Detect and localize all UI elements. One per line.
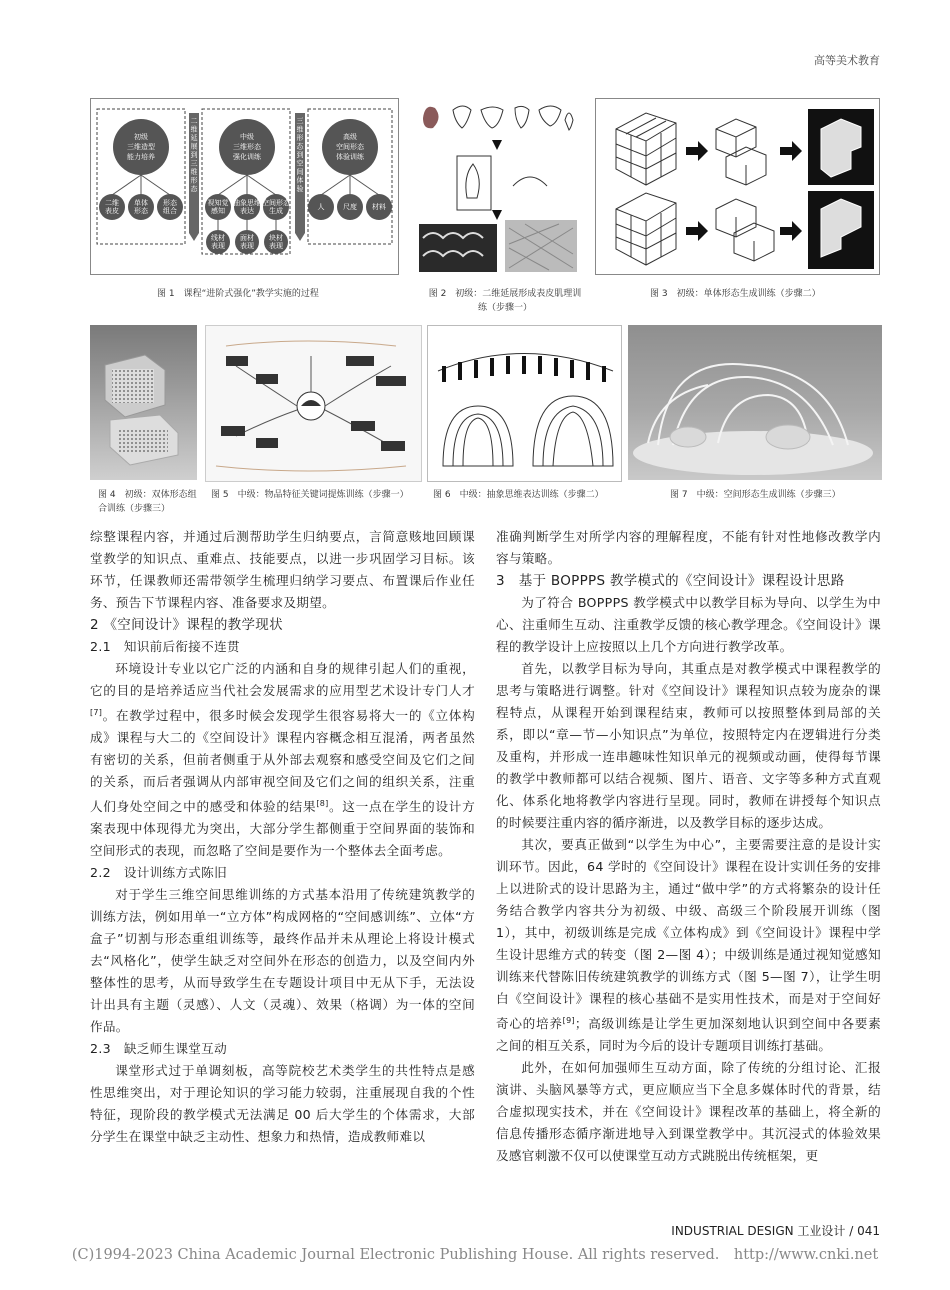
right-paragraph-1: 为了符合 BOPPPS 教学模式中以教学目标为导向、以学生为中心、注重师生互动、注重教学反馈的核心教学理念。《空间设计》课程的教学设计上应按照以上几个方向进行教学改革。 [496,595,881,654]
left-paragraph-2: 对于学生三维空间思维训练的方式基本沿用了传统建筑教学的训练方法，例如用单一“立方体”构成网格的“空间感训练”、立体“方盒子”切割与形态重组训练等，最终作品并未从理论上将设计模式去“风格化”，使学生缺乏对空间外在形态的创造力，以及空间内外整体性的思考，从而导致学生在专题设计项目中无从下手，无法设计出具有主题（灵感）、人文（灵魂）、效果（格调）为一体的空间作品。 [90,887,475,1035]
fig1-s2-sub-3-label: 块材表现 [269,234,283,250]
fig3-caption: 图 3 初级：单体形态生成训练（步骤二） [650,289,821,299]
figure-1 [90,98,399,275]
fig5-caption: 图 5 中级：物品特征关键词提炼训练（步骤一） [211,490,409,500]
left-paragraph-0: 综整课程内容，并通过后测帮助学生归纳要点，言简意赅地回顾课堂教学的知识点、重难点、技能要点，以进一步巩固学习目标。该环节，任课教师还需带领学生梳理归纳学习要点、布置课后作业任务、预告下节课程内容、准备要求及期望。 [90,529,475,610]
figure-6-drawing [427,325,622,482]
ref-9: [9] [562,1016,575,1025]
section-2-1-heading: 2.1 知识前后衔接不连贯 [90,639,240,654]
fig1-s3-node-2-label: 尺度 [343,203,357,211]
fig3-cubes [596,99,879,274]
section-3-heading: 3 基于 BOPPPS 教学模式的《空间设计》课程设计思路 [496,573,845,589]
fig1-s1-node-1-label: 二维表皮 [105,199,119,215]
fig1-s2-node-3-label: 空间形态生成 [262,199,290,215]
fig1-s2-node-2-label: 抽象思维表达 [233,199,261,215]
fig6-caption: 图 6 中级：抽象思维表达训练（步骤二） [433,490,604,500]
ref-7: [7] [90,708,103,717]
ref-8: [8] [316,799,329,809]
figure-5-mindmap [205,325,422,482]
section-2-2-heading: 2.2 设计训练方式陈旧 [90,865,227,881]
section-2-heading: 2 《空间设计》课程的教学现状 [90,617,283,633]
fig4-caption: 图 4 初级：双体形态组合训练（步骤三） [98,490,197,514]
fig1-flowchart [91,99,398,274]
figure-3 [595,98,880,275]
arrow1-label: 二维延展到三维形态 [190,117,198,193]
fig1-s2-sub-1-label: 线材表现 [211,234,225,250]
left-paragraph-1: 环境设计专业以它广泛的内涵和自身的规律引起人们的重视，它的目的是培养适应当代社会发展需求的应用型艺术设计专门人才[7]。在教学过程中，很多时候会发现学生很容易将大一的《立体构成》课程与大二的《空间设计》课程内容概念相互混淆，两者虽然有密切的关系，但前者侧重于从外部去观察和感受空间及它们之间的关系，而后者强调从内部审视空间及它们之间的组织关系，注重人们身处空间之中的感受和体验的结果[8]。这一点在学生的设计方案表现中体现得尤为突出，大部分学生都侧重于空间界面的装饰和空间形式的表现，而忽略了空间是要作为一个整体去全面考虑。 [90,661,475,859]
section-2-3-heading: 2.3 缺乏师生课堂互动 [90,1041,227,1057]
left-paragraph-3: 课堂形式过于单调刻板，高等院校艺术类学生的共性特点是感性思维突出，对于理论知识的学习能力较弱，注重展现自我的个性特征，现阶段的教学模式无法满足 00 后大学生的个体需求，大部分学生在课堂中缺乏主动性、想象力和热情，造成教师难以 [90,1063,475,1145]
figure-2 [415,98,580,273]
fig1-s3-node-3-label: 材料 [372,203,386,211]
fig7-caption: 图 7 中级：空间形态生成训练（步骤三） [670,490,841,500]
fig2-illustration [415,98,580,273]
stage3-label: 高级空间形态体验训练 [336,133,364,161]
journal-header: 高等美术教育 [814,54,880,67]
fig2-texture-dark [419,224,497,272]
right-paragraph-3: 其次，要真正做到“以学生为中心”，主要需要注意的是设计实训环节。因此，64 学时的《空间设计》课程在设计实训任务的安排上以进阶式的设计思路为主，通过“做中学”的方式将繁杂的设计任务结合教学内容共分为初级、中级、高级三个阶段展开训练（图 1），其中，初级训练是完成《立体构成》到《空间设计》课程中学生设计思维方式的转变（图 2—图 4）；中级训练是通过视知觉感知训练来代替陈旧传统建筑教学的训练方式（图 5—图 7），让学生明白《空间设计》课程的核心基础不是实用性技术，而是对于空间好奇心的培养[9]；高级训练是让学生更加深刻地认识到空间中各要素之间的相互关系，同时为今后的设计专题项目训练打基础。 [496,837,882,1054]
fig1-nodes [99,175,392,254]
copyright-notice: (C)1994-2023 China Academic Journal Electronic Publishing House. All rights reserved. http://www.cnki.net [71,1247,879,1263]
figure-4-photo [90,325,197,480]
fig1-s1-node-3-label: 形态组合 [163,199,177,215]
fig1-s1-node-2-label: 单体形态 [134,199,148,215]
stage2-label: 中级三维形态强化训练 [233,133,261,161]
fig1-s2-node-1-label: 视知觉感知 [207,199,229,215]
fig1-s3-node-1-label: 人 [317,203,325,211]
stage1-label: 初级三维造型能力培养 [127,133,155,161]
right-paragraph-0: 准确判断学生对所学内容的理解程度，不能有针对性地修改教学内容与策略。 [496,529,881,566]
fig2-red-shape [423,107,439,129]
fig1-s2-sub-2-label: 面材表现 [240,234,254,250]
right-paragraph-2: 首先，以教学目标为导向，其重点是对教学模式中课程教学的思考与策略进行调整。针对《空间设计》课程知识点较为庞杂的课程特点，从课程开始到课程结束，教师可以按照整体到局部的关系，即以“章—节—小知识点”为单位，按照特定内在逻辑进行分类及重构，并形成一连串趣味性知识单元的视频或动画，使得每节课的教学中教师都可以结合视频、图片、语音、文字等多种方式直观化、体系化地将教学内容进行呈现。同时，教师在讲授每个知识点的时候要注重内容的循序渐进，以及教学目标的逐步达成。 [496,661,881,830]
fig2-caption: 图 2 初级：二维延展形成表皮肌理训练（步骤一） [428,289,582,313]
arrow2-label: 三维形态到空间体验 [296,117,304,193]
figure-7-photo [628,325,882,480]
fig1-caption: 图 1 课程“进阶式强化”教学实施的过程 [157,289,319,299]
right-paragraph-4: 此外，在如何加强师生互动方面，除了传统的分组讨论、汇报演讲、头脑风暴等方式，更应顺应当下全息多媒体时代的背景，结合虚拟现实技术，并在《空间设计》课程改革的基础上，将全新的信息传播形态循序渐进地导入到课堂教学中。其沉浸式的体验效果及感官刺激不仅可以使课堂互动方式跳脱出传统框架，更 [496,1060,881,1164]
right-column [496,526,881,1167]
left-column [90,526,475,1148]
page-footer: INDUSTRIAL DESIGN 工业设计 / 041 [671,1224,880,1238]
